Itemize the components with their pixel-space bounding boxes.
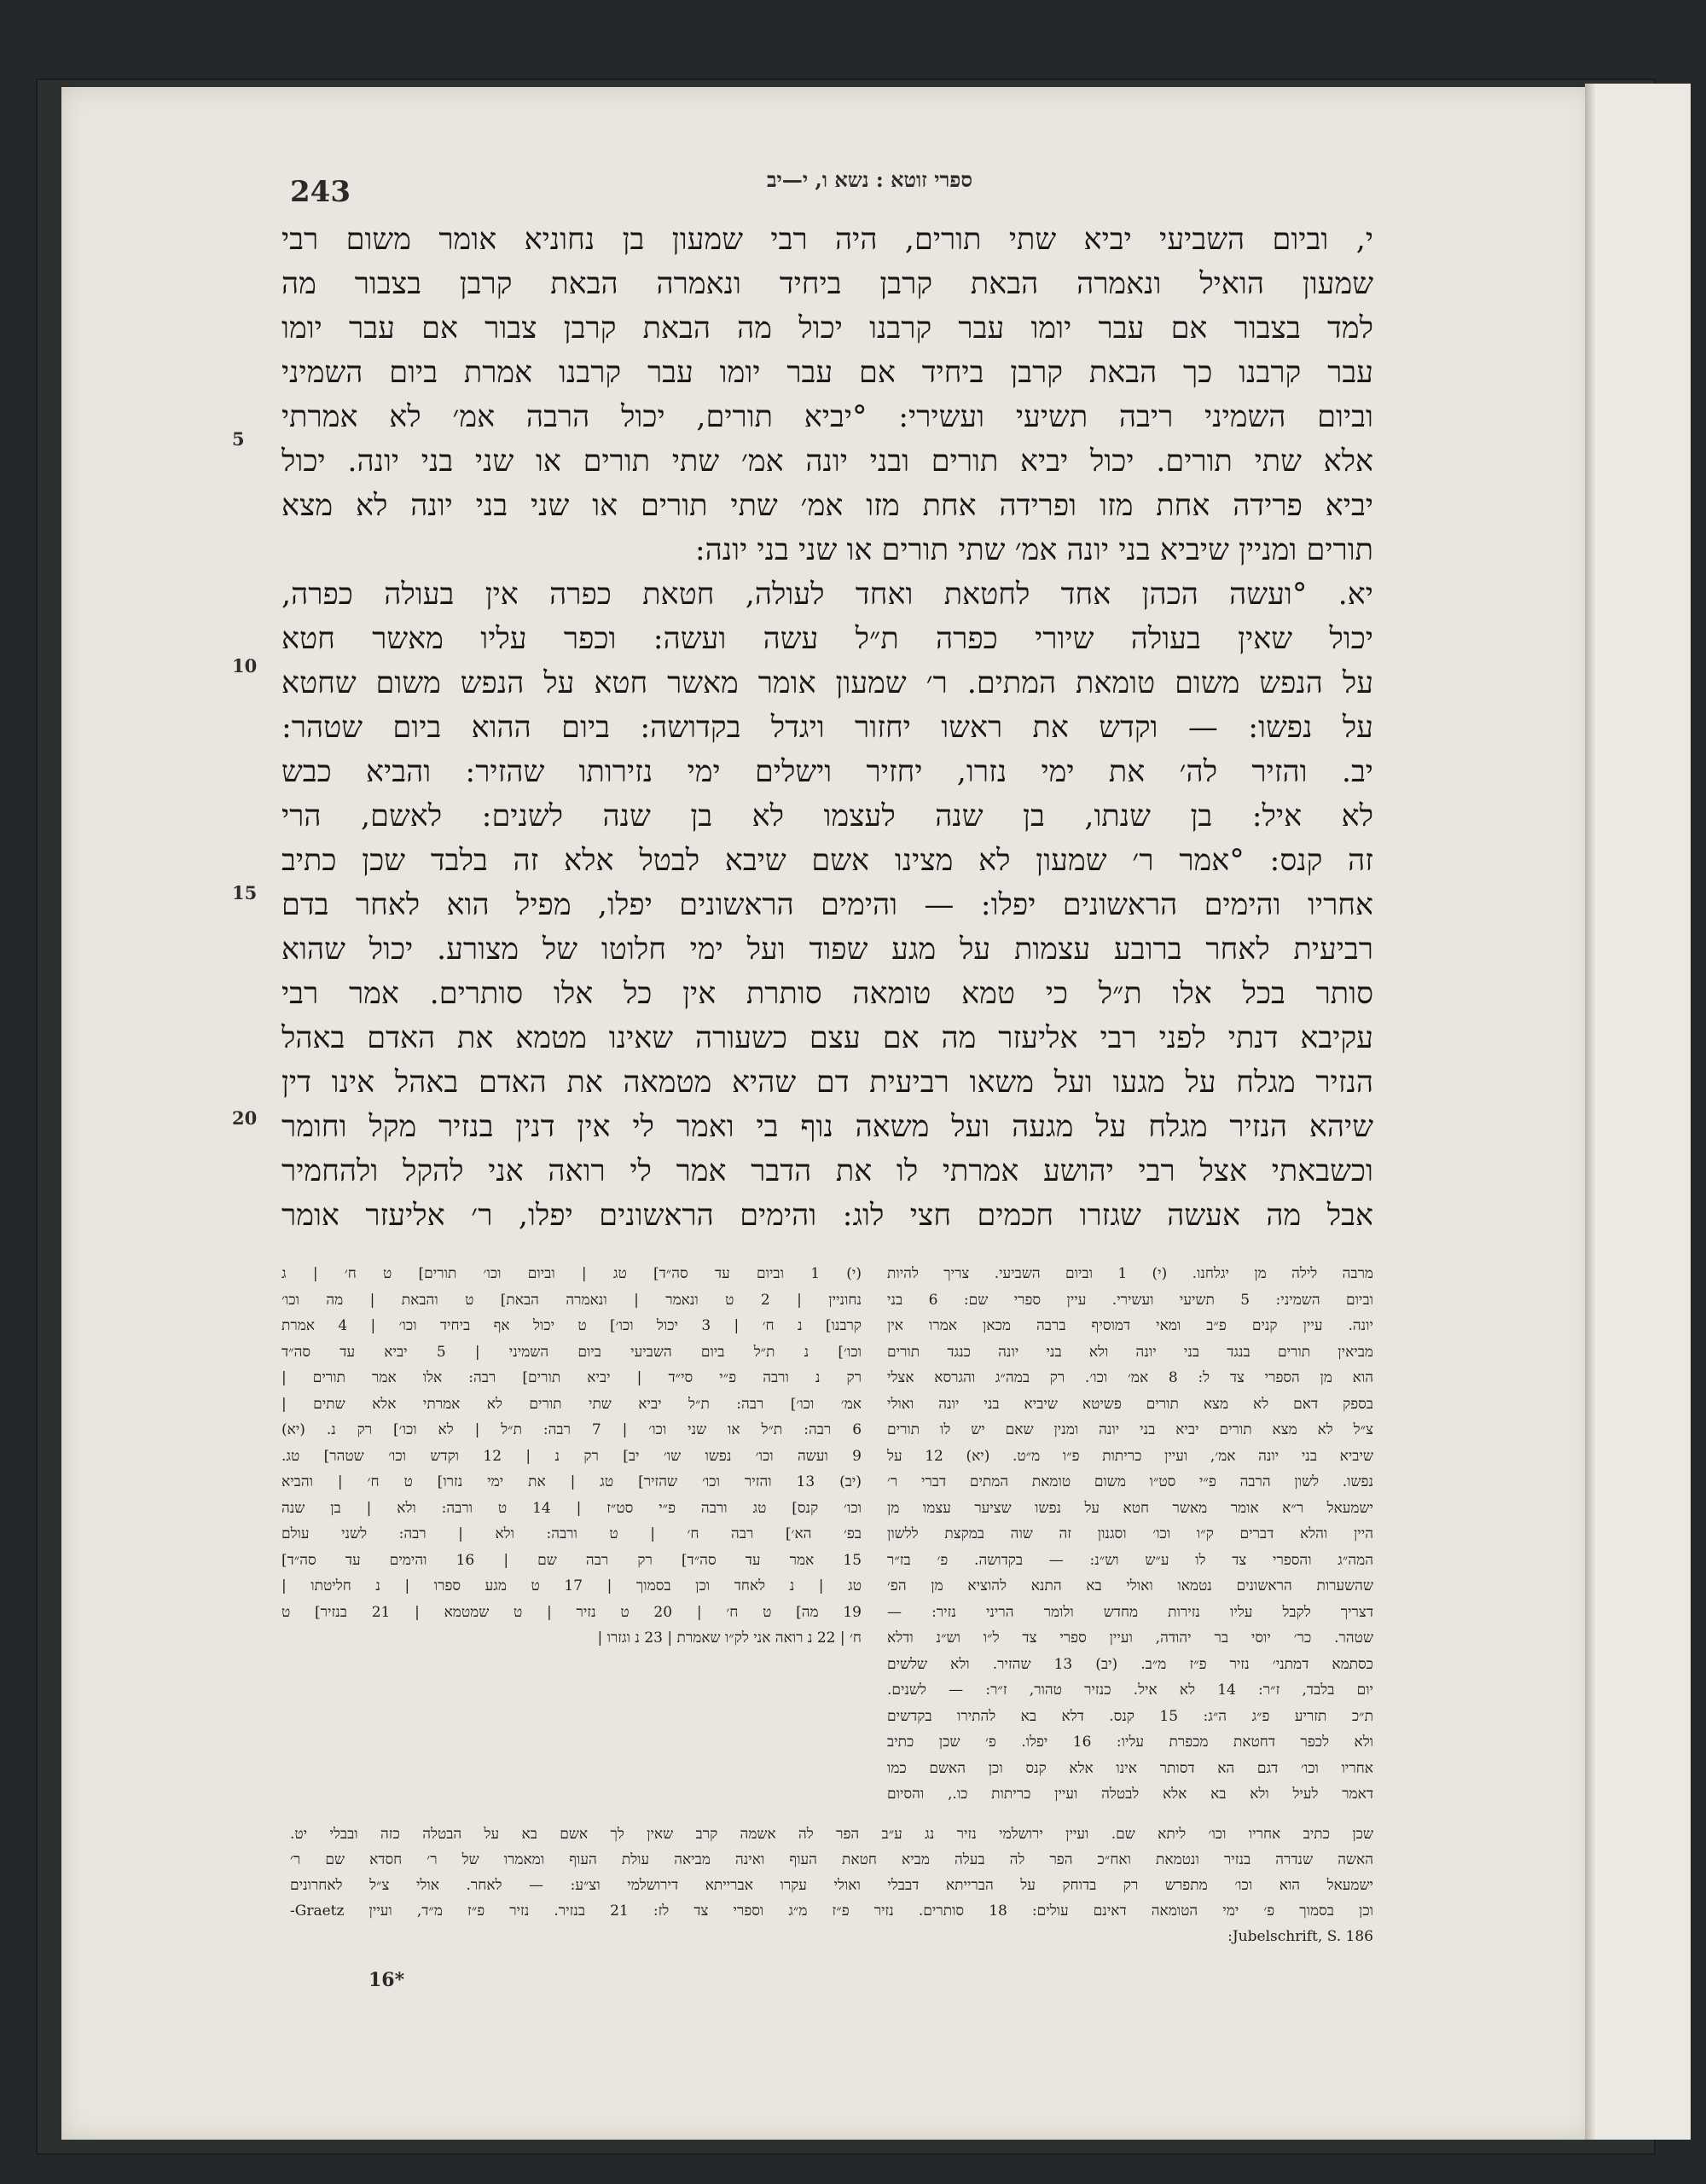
commentary-line: שכן כתיב אחריו וכו׳ ליתא שם. ועיין ירושלמי נזיר נג ע״ב הפר לה אשמה קרב שאין לך אשם בא על הבטלה כזה ובבלי יט.: [290, 1826, 1373, 1843]
variant-readings-column: [281, 1261, 862, 1652]
main-text-line: סותר בכל אלו ת״ל כי טמא טומאה סותרת אין כל אלו סותרים. אמר רבי: [281, 977, 1373, 1011]
commentary-line: המה״ג והספרי צד לו ע״ש וש״נ: — בקדושה. פ׳ בז״ר: [887, 1551, 1373, 1569]
commentary-line: ולא לכפר דחטאת מכפרת עליו: 16 יפלו. פ׳ שכן כתיב: [887, 1734, 1373, 1751]
main-text-line: יכול שאין בעולה שיורי כפרה ת״ל עשה ועשה: וכפר עליו מאשר חטא: [281, 622, 1373, 656]
main-text-line: אלא שתי תורים. יכול יביא תורים ובני יונה אמ׳ שתי תורים או שני בני יונה. יכול: [281, 444, 1373, 479]
page-gutter: [1585, 84, 1597, 2140]
main-text-line: יב. והזיר לה׳ את ימי נזרו, יחזיר וישלים ימי נזירותו שהזיר: והביא כבש: [281, 755, 1373, 789]
line-number: 15: [232, 882, 258, 903]
variant-line: 9 ועשה וכו׳ נפשו שו׳ יב] רק נ | 12 וקדש וכו׳ שטהר] טג.: [281, 1447, 862, 1465]
main-text-line: תורים ומניין שיביא בני יונה אמ׳ שתי תורים או שני בני יונה:: [694, 533, 1373, 567]
main-text-line: על הנפש משום טומאת המתים. ר׳ שמעון אומר מאשר חטא על הנפש משום שחטא: [281, 666, 1373, 700]
main-text-line: למד בצבור אם עבר יומו עבר קרבנו יכול מה הבאת קרבן צבור אם עבר יומו: [281, 311, 1373, 346]
main-text-line: שיהא הנזיר מגלח על מגעה ועל משאה נוף בי ואמר לי אין דנין בנזיר מקל וחומר: [281, 1110, 1373, 1144]
commentary-line: מרבה לילה מן יגלחנו. (י) 1 וביום השביעי. צריך להיות: [887, 1265, 1373, 1282]
variant-line: וכו׳ קנס] טג ורבה פ״י סט״ז | 14 ט ורבה: ולא | בן שנה: [281, 1499, 862, 1517]
main-text-line: וכשבאתי אצל רבי יהושע אמרתי לו את הדבר אמר לי רואה אני להקל ולהחמיר: [281, 1154, 1373, 1188]
commentary-line: יונה. עיין קנים פ״ב ומאי דמוסיף ברבה מכאן אמרו אין: [887, 1317, 1373, 1334]
main-text-line: יא. °ועשה הכהן אחד לחטאת ואחד לעולה, חטאת כפרה אין בעולה כפרה,: [281, 578, 1373, 612]
main-text-line: רביעית לאחר ברובע עצמות על מגע שפוד ועל ימי חלוטו של מצורע. יכול שהוא: [281, 932, 1373, 967]
commentary-line: דצריך לקבל עליו נזירות מחדש ולומר הריני נזיר: —: [887, 1603, 1373, 1621]
main-text-line: על נפשו: — וקדש את ראשו יחזור ויגדל בקדושה: ביום ההוא ביום שטהר:: [281, 711, 1373, 745]
commentary-line: ישמעאל הוא וכו׳ מתפרש רק בדוחק על הברייתא דבבלי ואולי עקרו אברייתא דירושלמי וצ״ע: — לאחר. אולי צ״ל לאחרונים: [290, 1877, 1373, 1894]
line-number: 10: [232, 655, 258, 677]
line-number: 20: [232, 1107, 258, 1129]
variant-line: קרבנו] נ ח׳ | 3 יכול וכו׳] ט יכול אף ביחיד וכו׳ | 4 אמרת: [281, 1317, 862, 1334]
signature-mark: 16*: [368, 1969, 405, 1991]
main-text-line: שמעון הואיל ונאמרה הבאת קרבן ביחיד ונאמרה הבאת קרבן בצבור מה: [281, 267, 1373, 301]
commentary-line: הוא מן הספרי צד ל: 8 אמ׳ וכו׳. רק במה״ג והגרסא אצלי: [887, 1369, 1373, 1386]
facing-page-edge: [1597, 84, 1691, 2140]
main-text-line: י, וביום השביעי יביא שתי תורים, היה רבי שמעון בן נחוניא אומר משום רבי: [281, 223, 1373, 257]
commentary-line: וכן בסמוך פ׳ ימי הטומאה דאינם עולים: 18 סותרים. נזיר פ״ז מ״ג וספרי צד לז: 21 בנזיר. נזיר פ״ז מ״ד, ועיין Graetz-: [290, 1902, 1373, 1920]
main-text-line: הנזיר מגלח על מגעו ועל משאו רביעית דם שהיא מטמאה את האדם באהל אינו דין: [281, 1066, 1373, 1100]
commentary-line: האשה שנדרה בנזיר ונטמאת ואח״כ הפר לה בעלה מביא חטאת העוף ואינה מביאה עולת העוף ומאמרו של ר׳ חסדא שם ר׳: [290, 1851, 1373, 1868]
variant-line: רק נ ורבה פ״י סי״ד | יביא תורים] רבה: אלו אמר תורים |: [281, 1369, 862, 1386]
commentary-line: יום בלבד, ז״ר: 14 לא איל. כנזיר טהור, ז״ר: — לשנים.: [887, 1682, 1373, 1699]
main-text-line: וביום השמיני ריבה תשיעי ועשירי: °יביא תורים, יכול הרבה אמ׳ לא אמרתי: [281, 400, 1373, 434]
page-number: 243: [290, 175, 351, 209]
commentary-line: ת״כ תזריע פ״ג ה״ג: 15 קנס. דלא בא להתירו בקדשים: [887, 1707, 1373, 1725]
variant-line: טג | נ לאחד וכן בסמוך | 17 ט מגע ספרו | נ חליטתו |: [281, 1577, 862, 1594]
variant-line: (יב) 13 והזיר וכו׳ שהזיר] טג | את ימי נזרו] ט ח׳ | והביא: [281, 1473, 862, 1490]
line-number: 5: [232, 428, 245, 450]
commentary-line: מביאין תורים בנגד בני יונה ולא בני יונה כנגד תורים: [887, 1343, 1373, 1361]
commentary-line: בספק דאם לא מצא תורים פשיטא שיביא בני יונה ואולי: [887, 1395, 1373, 1413]
running-head: ספרי זוטא : נשא ו, י—יב: [766, 167, 972, 192]
main-text-line: עקיבא דנתי לפני רבי אליעזר מה אם עצם כשעורה שאינו מטמא את האדם באהל: [281, 1021, 1373, 1055]
commentary-line: שהשערות הראשונים נטמאו ואולי בא התנא להוציא מן הפ׳: [887, 1577, 1373, 1594]
commentary-line: דאמר לעיל ולא בא אלא לבטלה ועיין כריתות כו., והסיום: [887, 1786, 1373, 1803]
commentary-line: ישמעאל ר״א אומר מאשר חטא על נפשו שציער עצמו מן: [887, 1499, 1373, 1517]
variant-line: נחוניין | 2 ט ונאמר | ונאמרה הבאת] ט והבאת | מה וכו׳: [281, 1291, 862, 1309]
commentary-line: נפשו. לשון הרבה פ״י סט״ו משום טומאת המתים דברי ר׳: [887, 1473, 1373, 1490]
commentary-line: Jubelschrift, S. 186:: [1227, 1928, 1373, 1945]
main-text-line: אבל מה אעשה שגזרו חכמים חצי לוג: והימים הראשונים יפלו, ר׳ אליעזר אומר: [281, 1199, 1373, 1233]
main-text-line: יביא פרידה אחת מזו ופרידה אחת מזו אמ׳ שתי תורים או שני בני יונה לא מצא: [281, 489, 1373, 523]
commentary-line: אחריו וכו׳ דגם הא דסותר אינו אלא קנס וכן האשם כמו: [887, 1759, 1373, 1777]
variant-line: (י) 1 וביום עד סה״ד] טג | וביום וכו׳ תורים] ט ח׳ | ג: [281, 1265, 862, 1282]
variant-line: 19 מה] ט ח׳ | 20 ט נזיר | ט שמטמא | 21 בנזיר] ט: [281, 1603, 862, 1621]
variant-line: 6 רבה: ת״ל או שני וכו׳ | 7 רבה: ת״ל | לא וכו׳] רק נ. (יא): [281, 1421, 862, 1438]
main-text-line: עבר קרבנו כך הבאת קרבן ביחיד אם עבר יומו עבר קרבנו אמרת ביום השמיני: [281, 356, 1373, 390]
commentary-line: וביום השמיני: 5 תשיעי ועשירי. עיין ספרי שם: 6 בני: [887, 1291, 1373, 1309]
main-text-line: אחריו והימים הראשונים יפלו: — והימים הראשונים יפלו, מפיל הוא לאחר בדם: [281, 888, 1373, 922]
variant-line: וכו׳] נ ת״ל ביום השביעי ביום השמיני | 5 יביא עד סה״ד: [281, 1343, 862, 1361]
main-text-line: לא איל: בן שנתו, בן שנה לעצמו לא בן שנה לשנים: לאשם, הרי: [281, 799, 1373, 834]
variant-line: בפ׳ הא׳] רבה ח׳ | ט ורבה: ולא | רבה: לשני עולם: [281, 1525, 862, 1542]
commentary-line: שיביא בני יונה אמ׳, ועיין כריתות פ״ו מ״ט. (יא) 12 על: [887, 1447, 1373, 1465]
main-text-line: זה קנס: °אמר ר׳ שמעון לא מצינו אשם שיבא לבטל אלא זה בלבד שכן כתיב: [281, 844, 1373, 878]
commentary-line: היין והלא דברים ק״ו וכו׳ וסגנון זה שוה במקצת ללשון: [887, 1525, 1373, 1542]
commentary-column: [887, 1261, 1373, 1808]
variant-line: ח׳ | 22 נ רואה אני לק״ו שאמרת | 23 נ וגזרו |: [597, 1629, 862, 1647]
commentary-line: צ״ל לא מצא תורים יביא בני יונה ומנין שאם יש לו תורים: [887, 1421, 1373, 1438]
variant-line: אמ׳ וכו׳] רבה: ת״ל יביא שתי תורים לא אמרתי אלא שתים |: [281, 1395, 862, 1413]
variant-line: 15 אמר עד סה״ד] רק רבה שם | 16 והימים עד סה״ד]: [281, 1551, 862, 1569]
commentary-continuation: [290, 1821, 1373, 1949]
commentary-line: שטהר. כר׳ יוסי בר יהודה, ועיין ספרי צד ל״ו וש״נ ודלא: [887, 1629, 1373, 1647]
commentary-line: כסתמא דמתני׳ נזיר פ״ז מ״ב. (יב) 13 שהזיר. ולא שלשים: [887, 1655, 1373, 1673]
main-text-block: [281, 218, 1373, 1238]
